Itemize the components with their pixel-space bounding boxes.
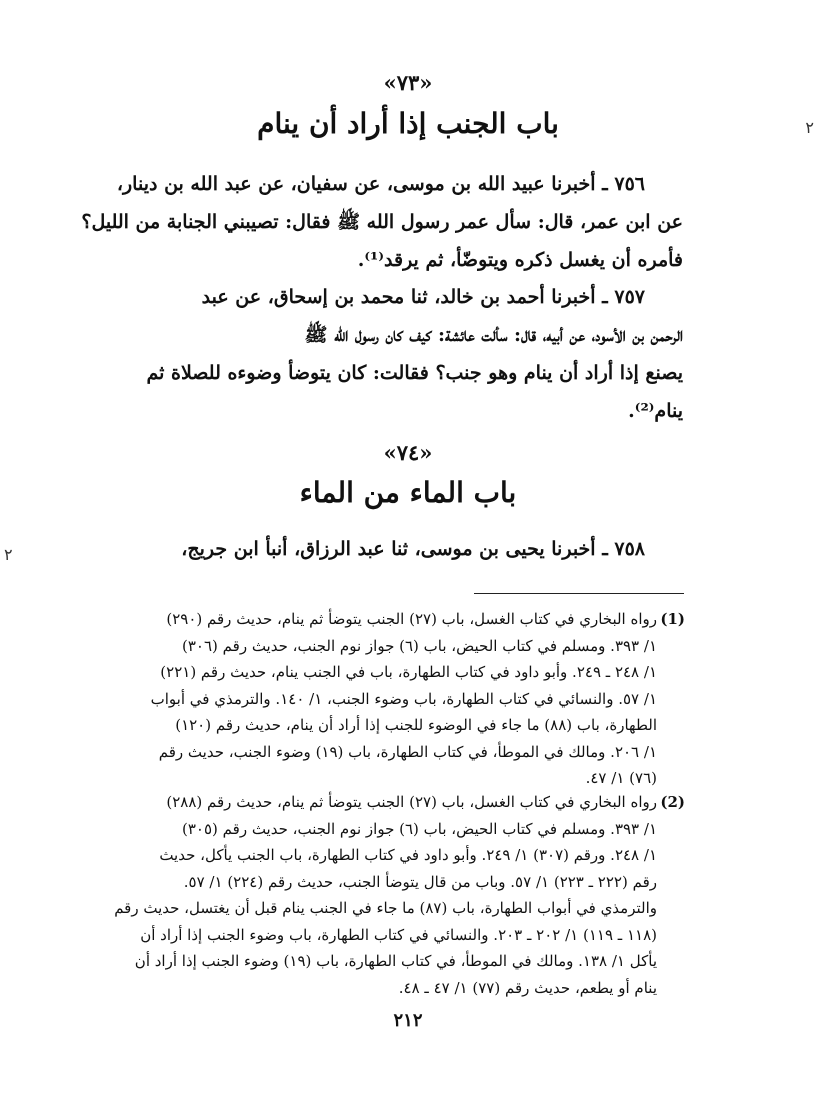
chapter-73-number: «٧٣» [383, 70, 433, 95]
hadith-757-line: الرحمن بن الأسود، عن أبيه، قال: سألت عائشة: كيف كان رسول الله ﷺ [304, 324, 683, 346]
hadith-756-line: ٧٥٦ ـ أخبرنا عبيد الله بن موسى، عن سفيان، عن عبد الله بن دينار، [116, 173, 645, 195]
footnote-1-line: ١/ ٥٧. والنسائي في كتاب الطهارة، باب وضوء الجنب، ١/ ١٤٠. والترمذي في أبواب [150, 689, 657, 708]
footnote-1-line: ١/ ٢٤٨ ـ ٢٤٩. وأبو داود في كتاب الطهارة، باب في الجنب ينام، حديث رقم (٢٢١) [160, 663, 657, 681]
footnote-2 [114, 789, 685, 1001]
hadith-757-line: ٧٥٧ ـ أخبرنا أحمد بن خالد، ثنا محمد بن إسحاق، عن عبد [201, 286, 645, 308]
hadith-758 [128, 530, 683, 568]
hadith-757-line: ينام⁽²⁾. [628, 400, 683, 422]
footnote-2-line: والترمذي في أبواب الطهارة، باب (٨٧) ما جاء في الجنب ينام قبل أن يغتسل، حديث رقم [114, 899, 657, 917]
hadith-756-line: فأمره أن يغسل ذكره ويتوضّأ، ثم يرقد⁽¹⁾. [357, 249, 683, 271]
margin-mark-top: ٢ [805, 118, 814, 137]
footnote-1 [128, 606, 683, 792]
footnote-2-line: رقم (٢٢٢ ـ ٢٢٣) ١/ ٥٧. وباب من قال يتوضأ الجنب، حديث رقم (٢٢٤) ١/ ٥٧. [183, 872, 657, 891]
footnote-separator [474, 593, 684, 594]
hadith-757-line: يصنع إذا أراد أن ينام وهو جنب؟ فقالت: كان يتوضأ وضوءه للصلاة ثم [146, 362, 683, 384]
footnote-1-marker: (1) [660, 610, 685, 628]
hadith-758-line: ٧٥٨ ـ أخبرنا يحيى بن موسى، ثنا عبد الرزاق، أنبأ ابن جريج، [181, 538, 645, 560]
footnote-1-line: ١/ ٣٩٣. ومسلم في كتاب الحيض، باب (٦) جواز نوم الجنب، حديث رقم (٣٠٦) [182, 636, 657, 655]
footnote-1-line: رواه البخاري في كتاب الغسل، باب (٢٧) الجنب يتوضأ ثم ينام، حديث رقم (٢٩٠) [166, 610, 657, 628]
hadith-756 [81, 165, 683, 279]
margin-mark-left: ٢ [4, 545, 13, 564]
footnote-2-line: ١/ ٢٤٨. ورقم (٣٠٧) ١/ ٢٤٩. وأبو داود في كتاب الطهارة، باب الجنب يأكل، حديث [159, 846, 657, 864]
chapter-74-number: «٧٤» [383, 440, 433, 465]
hadith-756-line: عن ابن عمر، قال: سأل عمر رسول الله ﷺ فقال: تصيبني الجنابة من الليل؟ [81, 211, 683, 233]
footnote-2-line: رواه البخاري في كتاب الغسل، باب (٢٧) الجنب يتوضأ ثم ينام، حديث رقم (٢٨٨) [166, 793, 657, 811]
page-number: ٢١٢ [393, 1010, 423, 1031]
hadith-757 [128, 278, 683, 430]
footnote-2-line: ينام أو يطعم، حديث رقم (٧٧) ١/ ٤٧ ـ ٤٨. [398, 978, 657, 997]
chapter-73-title: باب الجنب إذا أراد أن ينام [257, 107, 559, 140]
footnote-2-line: ١/ ٣٩٣. ومسلم في كتاب الحيض، باب (٦) جواز نوم الجنب، حديث رقم (٣٠٥) [182, 819, 657, 838]
footnote-1-line: ١/ ٢٠٦. ومالك في الموطأ، في كتاب الطهارة، باب (١٩) وضوء الجنب، حديث رقم [158, 742, 657, 761]
chapter-74-title: باب الماء من الماء [299, 476, 517, 509]
footnote-1-line: الطهارة، باب (٨٨) ما جاء في الوضوء للجنب إذا أراد أن ينام، حديث رقم (١٢٠) [175, 716, 657, 734]
footnote-2-line: يأكل ١/ ١٣٨. ومالك في الموطأ، في كتاب الطهارة، باب (١٩) وضوء الجنب إذا أراد أن [134, 952, 657, 970]
footnote-2-line: (١١٨ ـ ١١٩) ١/ ٢٠٢ ـ ٢٠٣. والنسائي في كتاب الطهارة، باب وضوء الجنب إذا أراد أن [140, 925, 657, 944]
footnote-1-line: (٧٦) ١/ ٤٧. [585, 769, 657, 787]
footnote-2-marker: (2) [660, 793, 685, 811]
